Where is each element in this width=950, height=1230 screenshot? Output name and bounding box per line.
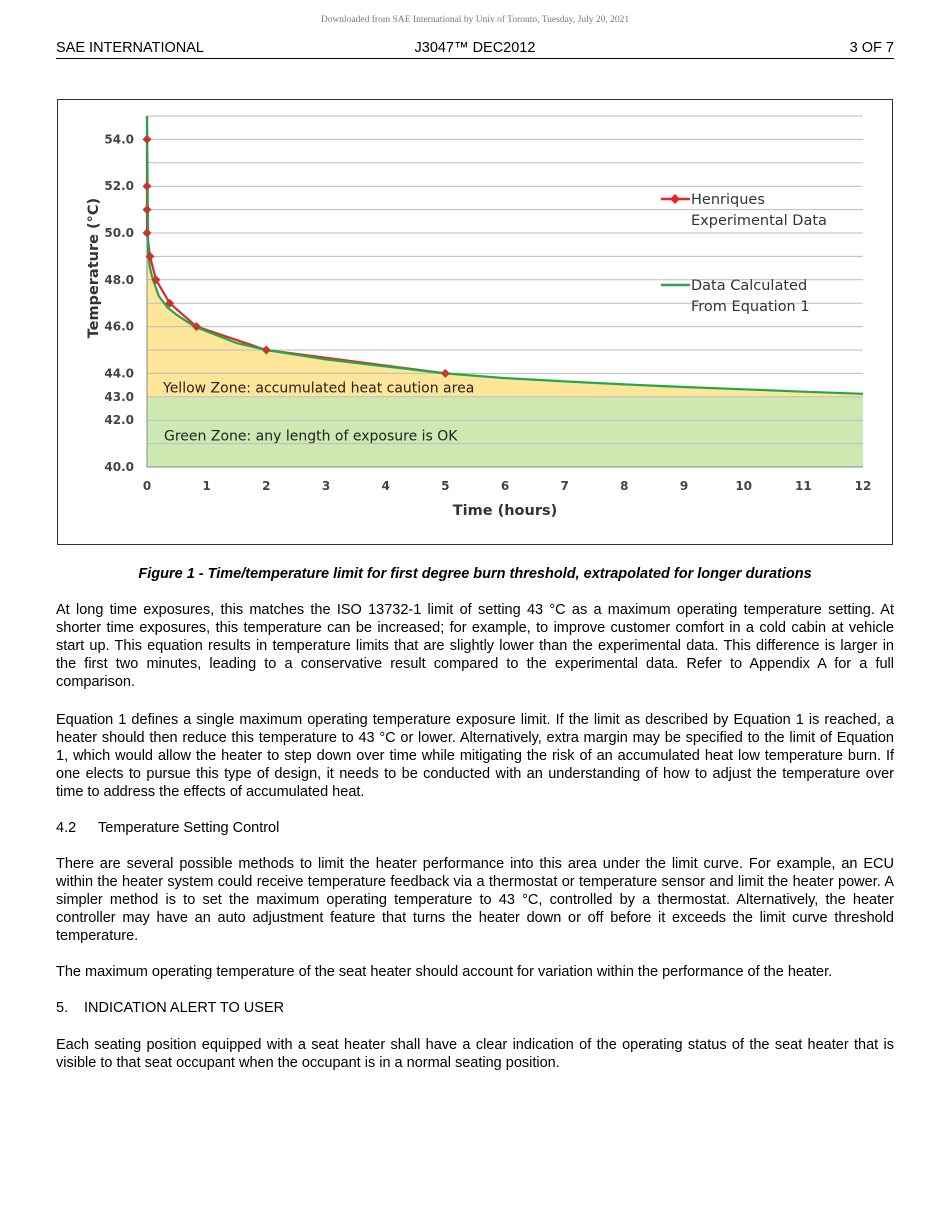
legend-equation-1: Data Calculated From Equation 1	[691, 278, 810, 315]
section-title: INDICATION ALERT TO USER	[84, 1000, 285, 1016]
x-axis-title: Time (hours)	[452, 503, 558, 519]
header-page-number: 3 OF 7	[849, 40, 894, 56]
data-point-henriques	[143, 229, 152, 238]
paragraph-indication: Each seating position equipped with a seat heater shall have a clear indication of the operating status of the seat heater that is visible to that seat occupant when the occupant is in a normal seating position.	[56, 1037, 894, 1071]
x-tick-label: 6	[500, 479, 510, 493]
page-header	[56, 38, 894, 59]
figure-1-chart	[57, 99, 893, 545]
x-tick-label: 10	[735, 479, 753, 493]
section-title: Temperature Setting Control	[98, 820, 280, 836]
section-number: 4.2	[56, 820, 77, 836]
y-tick-label: 48.0	[104, 272, 134, 287]
paragraph-long-exposure: At long time exposures, this matches the ISO 13732-1 limit of setting 43 °C as a maximum operating temperature setting. At shorter time exposures, this temperature can be increased; for example, to improve customer comfort in a cold cabin at vehicle start up. This equation results in temperature limits that are slightly lower than the experimental data. This difference is larger in the first two minutes, leading to a conservative result compared to the experimental data. Refer to Appendix A for a full comparison.	[56, 602, 894, 690]
legend-henriques: Henriques Experimental Data	[691, 192, 827, 229]
green-zone-label: Green Zone: any length of exposure is OK	[164, 428, 458, 445]
section-number: 5.	[56, 1000, 69, 1016]
y-tick-label: 43.0	[104, 389, 134, 404]
y-tick-label: 50.0	[104, 226, 134, 240]
chart-svg	[58, 100, 894, 546]
y-axis-title: Temperature (°C)	[86, 197, 102, 339]
data-point-henriques	[143, 205, 152, 214]
x-tick-label: 7	[560, 479, 569, 493]
download-notice: Downloaded from SAE International by Univ of Toronto, Tuesday, July 20, 2021	[320, 15, 630, 25]
x-tick-label: 12	[854, 479, 872, 493]
x-tick-label: 2	[262, 479, 271, 493]
section-heading-5	[56, 999, 284, 1017]
data-point-henriques	[143, 182, 152, 191]
y-tick-label: 46.0	[104, 319, 134, 334]
header-org: SAE INTERNATIONAL	[56, 40, 204, 56]
x-tick-label: 0	[142, 479, 152, 493]
y-tick-label: 44.0	[104, 366, 134, 381]
x-tick-label: 8	[620, 479, 629, 493]
paragraph-equation-1-limit: Equation 1 defines a single maximum operating temperature exposure limit. If the limit as described by Equation 1 is reached, a heater should then reduce this temperature to 43 °C or lower. Alternatively, extra margin may be specified to the limit of Equation 1, which would allow the heater to step down over time while mitigating the risk of an accumulated heat low temperature burn. If one elects to pursue this type of design, it needs to be conducted with an understanding of how to adjust the temperature over time to address the effects of accumulated heat.	[56, 712, 894, 800]
paragraph-max-temperature: The maximum operating temperature of the seat heater should account for variation within the performance of the heater.	[56, 964, 833, 980]
data-point-henriques	[143, 135, 152, 144]
y-tick-label: 54.0	[104, 132, 134, 147]
x-tick-label: 3	[321, 479, 331, 493]
y-tick-label: 40.0	[104, 460, 134, 474]
header-doc-id: J3047™ DEC2012	[414, 40, 536, 56]
x-tick-label: 9	[679, 479, 689, 493]
paragraph-control-methods: There are several possible methods to limit the heater performance into this area under the limit curve. For example, an ECU within the heater system could receive temperature feedback via a thermostat or temperature sensor and limit the heater power. A simpler method is to set the maximum operating temperature to 43 °C, controlled by a thermostat. Alternatively, the heater controller may have an auto adjustment feature that turns the heater down or off before it exceeds the limit curve threshold temperature.	[56, 856, 894, 944]
x-tick-label: 5	[441, 479, 450, 493]
section-heading-4-2	[56, 819, 279, 837]
y-tick-label: 42.0	[104, 413, 134, 428]
x-tick-label: 1	[202, 479, 211, 493]
yellow-zone-label: Yellow Zone: accumulated heat caution area	[163, 380, 475, 397]
x-tick-label: 4	[381, 479, 390, 493]
x-tick-label: 11	[794, 479, 812, 493]
y-tick-label: 52.0	[104, 179, 134, 194]
figure-caption: Figure 1 - Time/temperature limit for first degree burn threshold, extrapolated for longer durations	[138, 566, 812, 582]
